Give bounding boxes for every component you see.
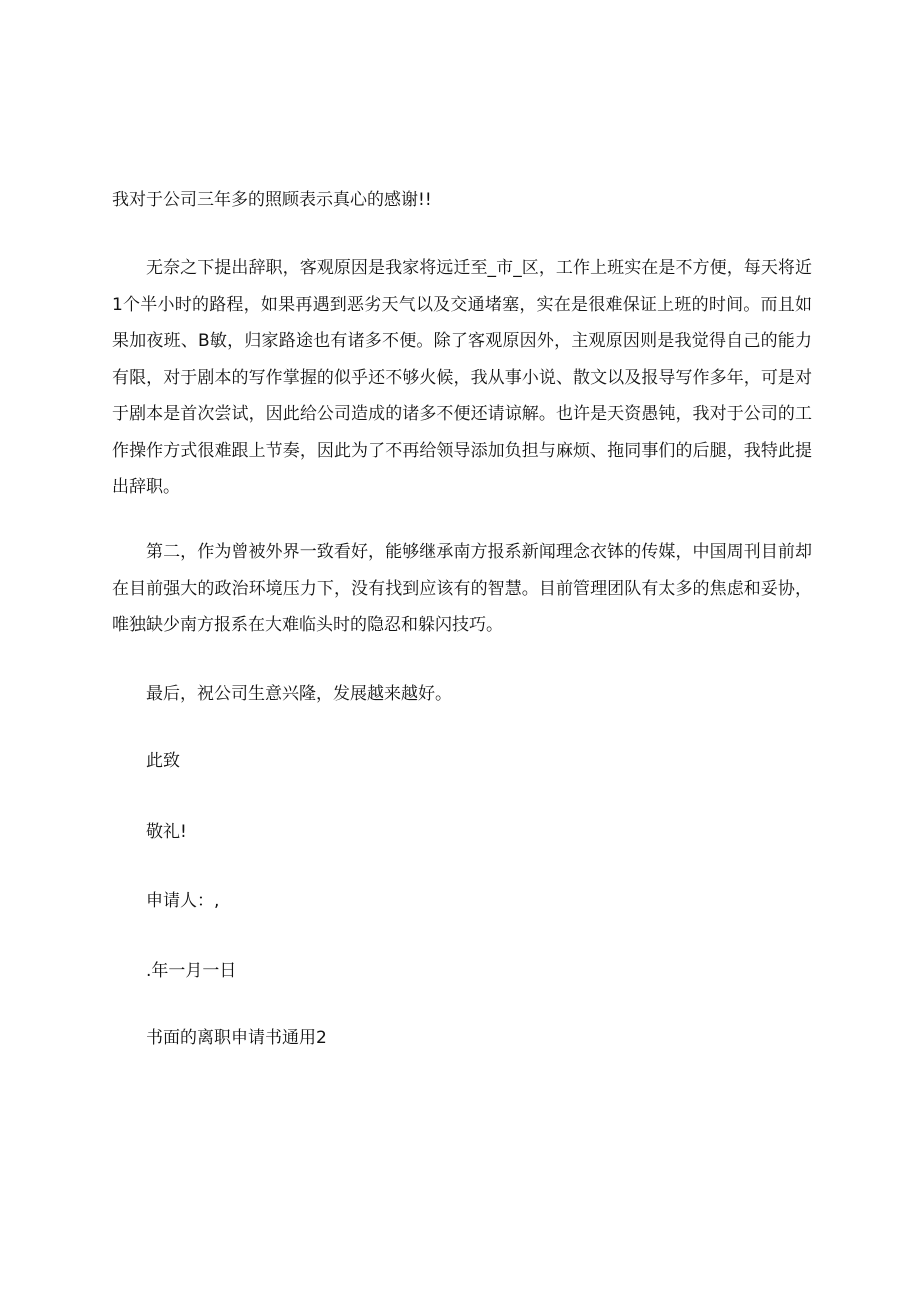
salutation-ci-zhi: 此致 — [146, 751, 180, 771]
date-line: .年一月一日 — [146, 961, 237, 981]
closing-wish: 最后，祝公司生意兴隆，发展越来越好。 — [146, 684, 452, 704]
applicant-signature: 申请人：, — [146, 891, 220, 911]
paragraph-resignation-reasons: 无奈之下提出辞职，客观原因是我家将远迁至_市_区，工作上班实在是不方便，每天将近1个半小时的路程，如果再遇到恶劣天气以及交通堵塞，实在是很难保证上班的时间。而且如果加夜班、B敏，归家路途也有诸多不便。除了客观原因外，主观原因则是我觉得自己的能力有限，对于剧本的写作掌握的似乎还不够火候，我从事小说、散文以及报导写作多年，可是对于剧本是首次尝试，因此给公司造成的诸多不便还请谅解。也许是天资愚钝，我对于公司的工作操作方式很难跟上节奏，因此为了不再给领导添加负担与麻烦、拖同事们的后腿，我特此提出辞职。 — [112, 258, 812, 497]
paragraph-company-situation: 第二，作为曾被外界一致看好，能够继承南方报系新闻理念衣钵的传媒，中国周刊目前却在目前强大的政治环境压力下，没有找到应该有的智慧。目前管理团队有太多的焦虑和妥协，唯独缺少南方报系在大难临头时的隐忍和躲闪技巧。 — [112, 542, 812, 635]
next-section-title: 书面的离职申请书通用2 — [146, 1028, 327, 1048]
intro-line: 我对于公司三年多的照顾表示真心的感谢!! — [112, 190, 432, 210]
salutation-jing-li: 敬礼! — [146, 822, 187, 842]
